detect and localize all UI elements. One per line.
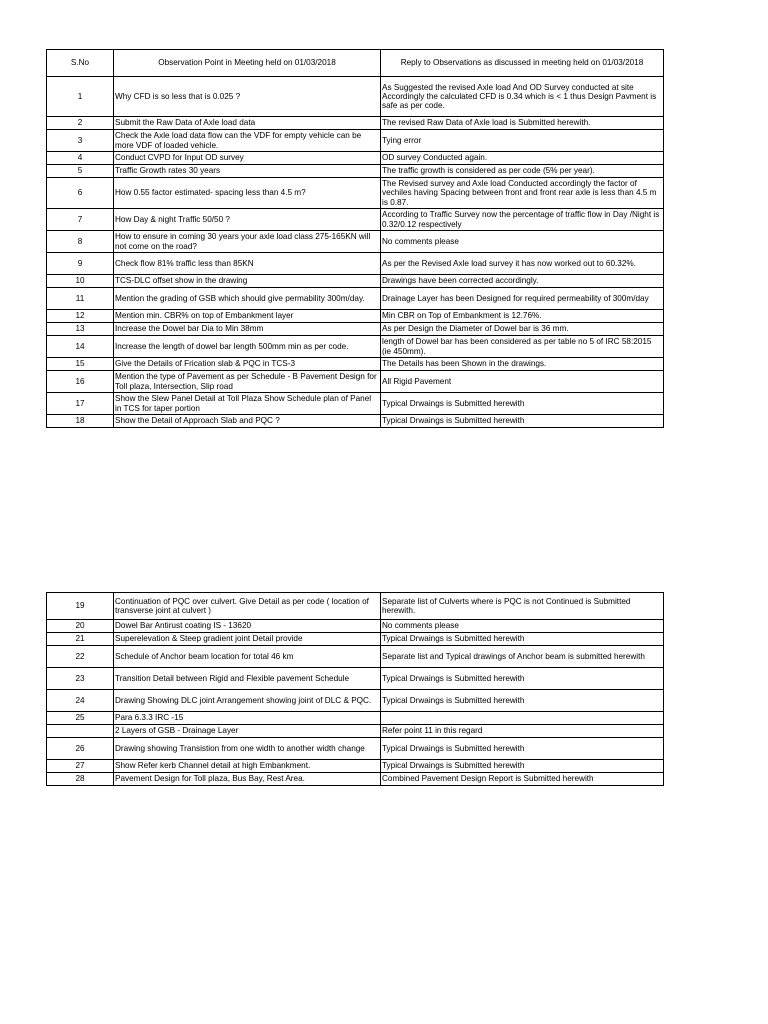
table-row [47, 393, 664, 415]
cell-reply: No comments please [381, 231, 664, 253]
observations-table-1 [46, 49, 664, 428]
cell-sno: 20 [47, 620, 114, 633]
cell-observation: Show Refer kerb Channel detail at high Embankment. [114, 760, 381, 773]
table-row [47, 371, 664, 393]
cell-sno: 2 [47, 117, 114, 130]
cell-sno: 13 [47, 323, 114, 336]
table-row [47, 77, 664, 117]
table-row [47, 668, 664, 690]
table-row [47, 275, 664, 288]
cell-reply: Separate list of Culverts where is PQC is not Continued is Submitted herewith. [381, 593, 664, 620]
cell-sno: 23 [47, 668, 114, 690]
cell-reply: Typical Drwaings is Submitted herewith [381, 415, 664, 428]
cell-sno: 15 [47, 358, 114, 371]
cell-observation: Drawing showing Transistion from one width to another width change [114, 738, 381, 760]
cell-observation: Show the Slew Panel Detail at Toll Plaza Show Schedule plan of Panel in TCS for taper portion [114, 393, 381, 415]
cell-observation: Increase the length of dowel bar length 500mm min as per code. [114, 336, 381, 358]
table-row [47, 633, 664, 646]
cell-sno: 19 [47, 593, 114, 620]
table-row [47, 178, 664, 209]
cell-sno: 3 [47, 130, 114, 152]
cell-reply: No comments please [381, 620, 664, 633]
table-row [47, 760, 664, 773]
cell-sno: 5 [47, 165, 114, 178]
table-row [47, 231, 664, 253]
table-row [47, 152, 664, 165]
cell-sno: 18 [47, 415, 114, 428]
cell-observation: How to ensure in coming 30 years your axle load class 275-165KN will not come on the road? [114, 231, 381, 253]
cell-observation: Give the Details of Frication slab & PQC in TCS-3 [114, 358, 381, 371]
header-sno: S.No [47, 50, 114, 77]
cell-sno: 21 [47, 633, 114, 646]
cell-sno: 1 [47, 77, 114, 117]
cell-reply: All Rigid Pavement [381, 371, 664, 393]
cell-reply: OD survey Conducted again. [381, 152, 664, 165]
table-row [47, 253, 664, 275]
cell-observation: How Day & night Traffic 50/50 ? [114, 209, 381, 231]
table-row [47, 415, 664, 428]
cell-sno: 16 [47, 371, 114, 393]
table-row [47, 117, 664, 130]
table-row [47, 323, 664, 336]
table-row [47, 620, 664, 633]
cell-sno: 25 [47, 712, 114, 725]
header-reply: Reply to Observations as discussed in meeting held on 01/03/2018 [381, 50, 664, 77]
table-row [47, 738, 664, 760]
cell-sno: 14 [47, 336, 114, 358]
cell-observation: Check flow 81% traffic less than 85KN [114, 253, 381, 275]
cell-sno: 26 [47, 738, 114, 760]
cell-observation: Why CFD is so less that is 0.025 ? [114, 77, 381, 117]
cell-sno: 8 [47, 231, 114, 253]
cell-reply: As per Design the Diameter of Dowel bar is 36 mm. [381, 323, 664, 336]
cell-reply: As Suggested the revised Axle load And OD Survey conducted at site Accordingly the calculated CFD is 0.34 which is < 1 thus Design Pavment is safe as per code. [381, 77, 664, 117]
cell-reply: Typical Drwaings is Submitted herewith [381, 393, 664, 415]
table-1-body [47, 77, 664, 428]
table-2-body [47, 593, 664, 786]
table-row [47, 310, 664, 323]
cell-sno: 28 [47, 773, 114, 786]
cell-reply: Typical Drwaings is Submitted herewith [381, 760, 664, 773]
table-row [47, 712, 664, 725]
cell-observation: Traffic Growth rates 30 years [114, 165, 381, 178]
observations-table-2 [46, 592, 664, 786]
cell-observation: Increase the Dowel bar Dia to Min 38mm [114, 323, 381, 336]
cell-observation: Superelevation & Steep gradient joint Detail provide [114, 633, 381, 646]
cell-sno: 4 [47, 152, 114, 165]
table-row [47, 646, 664, 668]
table-row [47, 130, 664, 152]
cell-observation: 2 Layers of GSB - Drainage Layer [114, 725, 381, 738]
cell-sno: 12 [47, 310, 114, 323]
cell-reply: Typical Drwaings is Submitted herewith [381, 690, 664, 712]
cell-sno: 9 [47, 253, 114, 275]
cell-observation: Dowel Bar Antirust coating IS - 13620 [114, 620, 381, 633]
cell-observation: Transition Detail between Rigid and Flexible pavement Schedule [114, 668, 381, 690]
table-row [47, 593, 664, 620]
cell-observation: Mention min. CBR% on top of Embankment layer [114, 310, 381, 323]
cell-observation: Check the Axle load data flow can the VDF for empty vehicle can be more VDF of loaded vehicle. [114, 130, 381, 152]
cell-reply: Combined Pavement Design Report is Submitted herewith [381, 773, 664, 786]
cell-reply: The traffic growth is considered as per code (5% per year). [381, 165, 664, 178]
cell-observation: Drawing Showing DLC joint Arrangement showing joint of DLC & PQC. [114, 690, 381, 712]
cell-sno: 10 [47, 275, 114, 288]
cell-reply: length of Dowel bar has been considered as per table no 5 of IRC 58:2015 (ie 450mm). [381, 336, 664, 358]
cell-reply: Refer point 11 in this regard [381, 725, 664, 738]
table-row [47, 288, 664, 310]
cell-reply: Typical Drwaings is Submitted herewith [381, 668, 664, 690]
cell-observation: Show the Detail of Approach Slab and PQC ? [114, 415, 381, 428]
cell-observation: How 0.55 factor estimated- spacing less than 4.5 m? [114, 178, 381, 209]
cell-reply: Typical Drwaings is Submitted herewith [381, 633, 664, 646]
cell-sno: 6 [47, 178, 114, 209]
cell-observation: TCS-DLC offset show in the drawing [114, 275, 381, 288]
table-row [47, 165, 664, 178]
cell-observation: Schedule of Anchor beam location for total 46 km [114, 646, 381, 668]
table-header-row [47, 50, 664, 77]
cell-sno [47, 725, 114, 738]
cell-sno: 11 [47, 288, 114, 310]
cell-reply: Separate list and Typical drawings of Anchor beam is submitted herewith [381, 646, 664, 668]
cell-observation: Mention the type of Pavement as per Schedule - B Pavement Design for Toll plaza, Intersection, Slip road [114, 371, 381, 393]
table-row [47, 209, 664, 231]
cell-observation: Conduct CVPD for Input OD survey [114, 152, 381, 165]
table-row [47, 358, 664, 371]
cell-observation: Para 6.3.3 IRC -15 [114, 712, 381, 725]
cell-reply: Typical Drwaings is Submitted herewith [381, 738, 664, 760]
cell-reply: According to Traffic Survey now the percentage of traffic flow in Day /Night is 0.32/0.12 respectively [381, 209, 664, 231]
cell-reply: The Details has been Shown in the drawings. [381, 358, 664, 371]
cell-reply: Tying error [381, 130, 664, 152]
cell-reply: As per the Revised Axle load survey it has now worked out to 60.32%. [381, 253, 664, 275]
cell-sno: 7 [47, 209, 114, 231]
header-observation: Observation Point in Meeting held on 01/03/2018 [114, 50, 381, 77]
cell-reply: The revised Raw Data of Axle load is Submitted herewith. [381, 117, 664, 130]
table-row [47, 773, 664, 786]
cell-reply [381, 712, 664, 725]
cell-sno: 27 [47, 760, 114, 773]
cell-sno: 24 [47, 690, 114, 712]
cell-sno: 22 [47, 646, 114, 668]
table-row [47, 725, 664, 738]
table-row [47, 336, 664, 358]
cell-sno: 17 [47, 393, 114, 415]
cell-reply: Min CBR on Top of Embankment is 12.76%. [381, 310, 664, 323]
cell-observation: Mention the grading of GSB which should give permability 300m/day. [114, 288, 381, 310]
table-row [47, 690, 664, 712]
cell-observation: Pavement Design for Toll plaza, Bus Bay, Rest Area. [114, 773, 381, 786]
cell-observation: Continuation of PQC over culvert. Give Detail as per code ( location of transverse joint at culvert ) [114, 593, 381, 620]
cell-reply: Drawings have been corrected accordingly. [381, 275, 664, 288]
cell-reply: The Revised survey and Axle load Conducted accordingly the factor of vechiles having Spacing between front and front rear axle is less than 4.5 m is 0.87. [381, 178, 664, 209]
cell-reply: Drainage Layer has been Designed for required permeability of 300m/day [381, 288, 664, 310]
cell-observation: Submit the Raw Data of Axle load data [114, 117, 381, 130]
